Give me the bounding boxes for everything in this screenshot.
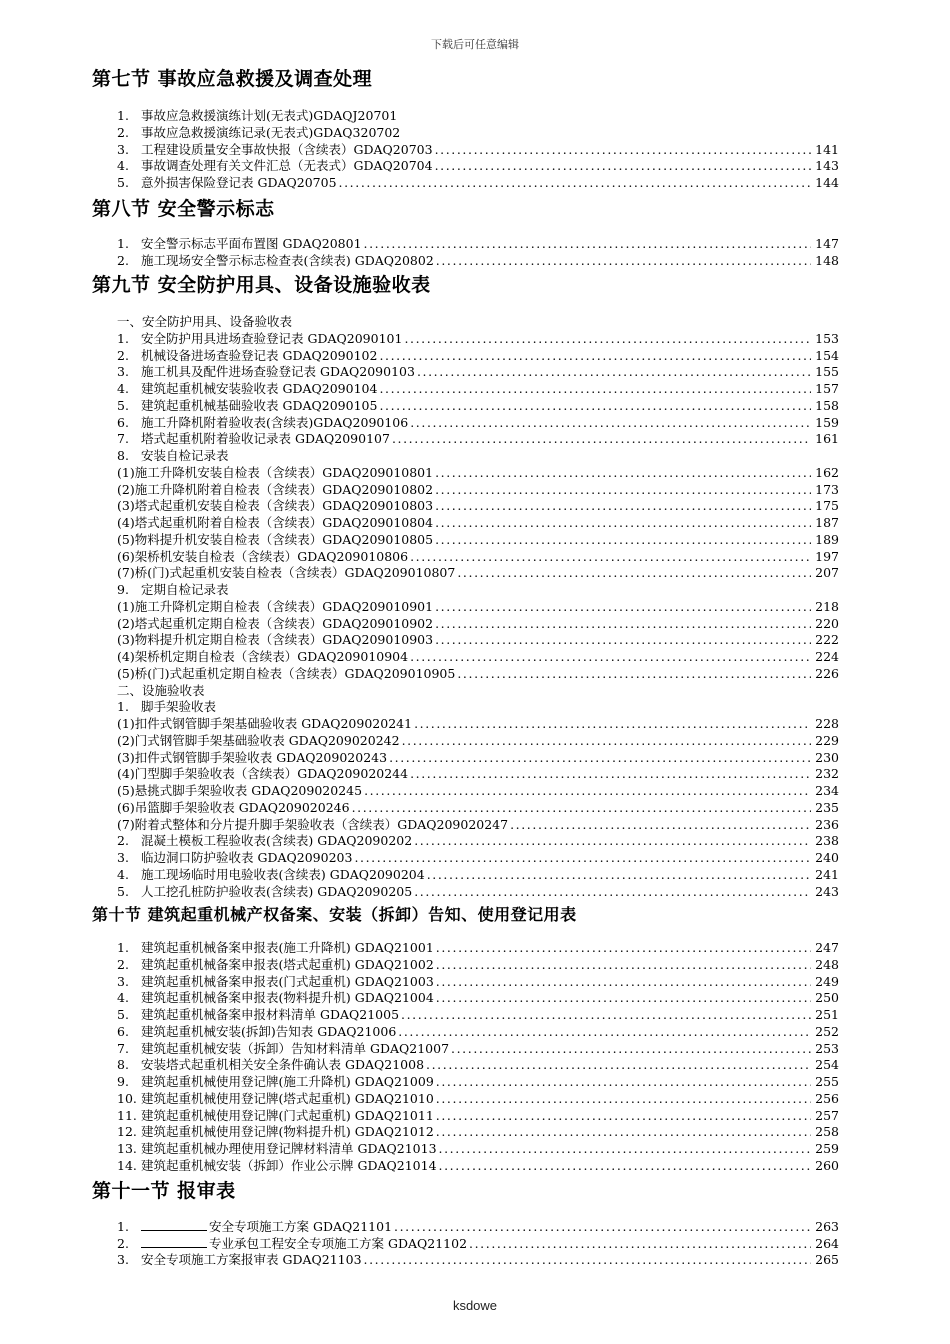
dot-leader (435, 599, 811, 615)
dot-leader (435, 498, 811, 514)
entry-title: 建筑起重机械使用登记牌(物料提升机) GDAQ21012 (141, 1124, 434, 1140)
entry-title: 安全防护用具进场查验登记表 GDAQ2090101 (141, 330, 403, 346)
page-number: 254 (815, 1057, 839, 1073)
entry-title: 施工升降机附着验收表(含续表)GDAQ2090106 (141, 414, 409, 430)
entry-number: 13. (117, 1141, 137, 1156)
entry-number: 1. (117, 699, 129, 715)
fill-in-blank (141, 1235, 207, 1248)
entry-title: 物料提升机定期自检表（含续表）GDAQ209010903 (134, 632, 434, 648)
dot-leader (435, 632, 811, 648)
entry-number: (4) (117, 766, 135, 782)
page-number: 220 (815, 615, 839, 631)
entry-title: 安装自检记录表 (141, 448, 229, 463)
entry-number: (4) (117, 649, 135, 664)
toc-entry[interactable] (117, 582, 839, 598)
toc-entry[interactable] (117, 716, 839, 732)
toc-entry[interactable] (117, 465, 839, 481)
entry-title: 建筑起重机械使用登记牌(施工升降机) GDAQ21009 (141, 1074, 434, 1089)
entry-title: 扣件式钢管脚手架验收表 GDAQ209020243 (134, 749, 388, 765)
entry-title: 施工升降机安装自检表（含续表）GDAQ209010801 (134, 464, 434, 480)
toc-entry[interactable] (117, 833, 839, 849)
entry-title: 建筑起重机械备案申报表(施工升降机) GDAQ21001 (141, 940, 434, 955)
toc-entry[interactable] (117, 1057, 839, 1073)
toc-entry[interactable] (117, 415, 839, 431)
toc-entry[interactable] (117, 884, 839, 900)
page-number: 143 (815, 158, 839, 174)
dot-leader (379, 398, 811, 414)
entry-title: 施工现场临时用电验收表(含续表) GDAQ2090204 (141, 866, 425, 882)
toc-entry[interactable] (117, 1235, 839, 1251)
entry-number: 12. (117, 1124, 137, 1140)
entry-number: (6) (117, 799, 135, 815)
page-number: 243 (815, 883, 839, 899)
dot-leader (436, 957, 811, 973)
toc-entry[interactable] (117, 800, 839, 816)
entry-title: 工程建设质量安全事故快报（含续表）GDAQ20703 (141, 141, 433, 157)
page-number: 147 (815, 236, 839, 251)
entry-number: 2. (117, 124, 129, 140)
dot-leader (414, 884, 811, 900)
entry-number: (5) (117, 665, 135, 681)
page-number: 224 (815, 649, 839, 664)
dot-leader (414, 833, 811, 849)
toc-entry[interactable] (117, 125, 839, 141)
toc-entry[interactable] (117, 632, 839, 648)
entry-title: 定期自检记录表 (141, 582, 229, 597)
toc-entry[interactable] (117, 108, 839, 124)
toc-entry[interactable] (117, 990, 839, 1006)
dot-leader (426, 1057, 811, 1073)
entry-number: 9. (117, 1074, 129, 1089)
entry-number: 6. (117, 1023, 129, 1039)
page-number: 258 (815, 1124, 839, 1140)
toc-entry[interactable] (117, 974, 839, 990)
entry-title: 门式钢管脚手架基础验收表 GDAQ209020242 (134, 732, 400, 748)
page-number: 222 (815, 632, 839, 648)
entry-number: 3. (117, 850, 129, 865)
section-heading: 第七节 事故应急救援及调查处理 (92, 68, 373, 90)
dot-leader (435, 465, 811, 481)
toc-entry[interactable] (117, 1041, 839, 1057)
toc-entry[interactable] (117, 1007, 839, 1023)
entry-title: 施工升降机定期自检表（含续表）GDAQ209010901 (134, 598, 434, 614)
dot-leader (364, 236, 811, 252)
entry-number: 11. (117, 1107, 137, 1123)
dot-leader (394, 1219, 811, 1235)
entry-title: 建筑起重机械基础验收表 GDAQ2090105 (141, 397, 378, 413)
entry-title: 附着式整体和分片提升脚手架验收表（含续表）GDAQ209020247 (134, 816, 509, 832)
toc-entry[interactable] (117, 314, 839, 330)
entry-title: 建筑起重机械安装（拆卸）作业公示牌 GDAQ21014 (141, 1157, 437, 1173)
entry-title: 扣件式钢管脚手架基础验收表 GDAQ209020241 (134, 716, 413, 731)
section-heading: 第九节 安全防护用具、设备设施验收表 (92, 274, 431, 296)
entry-title: 建筑起重机械安装验收表 GDAQ2090104 (141, 381, 378, 396)
entry-title: 临边洞口防护验收表 GDAQ2090203 (141, 850, 353, 865)
entry-title: 混凝土模板工程验收表(含续表) GDAQ2090202 (141, 833, 413, 849)
toc-entry[interactable] (117, 236, 839, 252)
entry-number: (7) (117, 565, 135, 581)
toc-entry[interactable] (117, 599, 839, 615)
page-number: 248 (815, 956, 839, 972)
page-number: 157 (815, 381, 839, 396)
page-number: 263 (815, 1219, 839, 1234)
page-number: 256 (815, 1090, 839, 1106)
entry-title: 建筑起重机械备案申报表(门式起重机) GDAQ21003 (141, 973, 434, 989)
entry-title: 架桥机安装自检表（含续表）GDAQ209010806 (134, 548, 409, 564)
dot-leader (364, 1252, 811, 1268)
toc-entry[interactable] (117, 649, 839, 665)
toc-entry[interactable] (117, 515, 839, 531)
entry-number: 2. (117, 347, 129, 363)
entry-title: 事故应急救援演练记录(无表式)GDAQ320702 (141, 124, 401, 140)
page-number: 236 (815, 816, 839, 832)
page-number: 247 (815, 940, 839, 955)
entry-number: 8. (117, 448, 129, 463)
entry-title: 建筑起重机械安装（拆卸）告知材料清单 GDAQ21007 (141, 1040, 450, 1056)
dot-leader (398, 1024, 811, 1040)
entry-number: 3. (117, 141, 129, 157)
dot-leader (469, 1236, 811, 1252)
page-number: 207 (815, 565, 839, 581)
page-number: 148 (815, 252, 839, 268)
entry-number: (2) (117, 481, 135, 497)
dot-leader (510, 817, 811, 833)
toc-entry[interactable] (117, 253, 839, 269)
page-number: 240 (815, 850, 839, 865)
dot-leader (436, 253, 811, 269)
section-heading: 第十一节 报审表 (92, 1180, 236, 1202)
entry-number: (3) (117, 498, 135, 514)
toc-entry[interactable] (117, 1218, 839, 1234)
page-number: 159 (815, 414, 839, 430)
dot-leader (354, 850, 811, 866)
toc-entry[interactable] (117, 940, 839, 956)
toc-entry[interactable] (117, 142, 839, 158)
dot-leader (379, 348, 811, 364)
entry-title: 专业承包工程安全专项施工方案 GDAQ21102 (209, 1235, 468, 1251)
dot-leader (457, 565, 811, 581)
page-number: 155 (815, 364, 839, 380)
entry-title: 机械设备进场查验登记表 GDAQ2090102 (141, 347, 378, 363)
entry-number: (4) (117, 515, 135, 530)
entry-title: 塔式起重机附着自检表（含续表）GDAQ209010804 (134, 515, 434, 530)
entry-title: 安装塔式起重机相关安全条件确认表 GDAQ21008 (141, 1057, 425, 1073)
entry-title: 建筑起重机械使用登记牌(塔式起重机) GDAQ21010 (141, 1090, 434, 1106)
entry-number: 5. (117, 883, 129, 899)
entry-number: 2. (117, 1235, 129, 1251)
toc-entry[interactable] (117, 733, 839, 749)
toc-entry[interactable] (117, 1141, 839, 1157)
entry-number: 8. (117, 1057, 129, 1073)
entry-number: 10. (117, 1090, 137, 1106)
toc-entry[interactable] (117, 565, 839, 581)
dot-leader (410, 766, 811, 782)
entry-title: 吊篮脚手架验收表 GDAQ209020246 (134, 799, 350, 815)
dot-leader (435, 616, 811, 632)
entry-title: 架桥机定期自检表（含续表）GDAQ209010904 (134, 649, 409, 664)
page-number: 241 (815, 866, 839, 882)
page-number: 154 (815, 347, 839, 363)
entry-number: (1) (117, 716, 135, 731)
toc-entry[interactable] (117, 158, 839, 174)
page-number: 253 (815, 1040, 839, 1056)
entry-number: (7) (117, 816, 135, 832)
entry-number: 7. (117, 431, 129, 447)
toc-entry[interactable] (117, 817, 839, 833)
entry-title: 二、设施验收表 (117, 682, 205, 698)
entry-title: 桥(门)式起重机定期自检表（含续表）GDAQ209010905 (134, 665, 456, 681)
dot-leader (436, 1074, 811, 1090)
toc-entry[interactable] (117, 175, 839, 191)
page-number: 260 (815, 1157, 839, 1173)
dot-leader (404, 331, 811, 347)
page-number: 197 (815, 548, 839, 564)
entry-number: 2. (117, 956, 129, 972)
page-number: 238 (815, 833, 839, 849)
page-number: 189 (815, 531, 839, 547)
entry-number: (1) (117, 464, 135, 480)
entry-number: 4. (117, 866, 129, 882)
toc-entry[interactable] (117, 783, 839, 799)
entry-number: 3. (117, 973, 129, 989)
toc-entry[interactable] (117, 398, 839, 414)
toc-entry[interactable] (117, 1024, 839, 1040)
dot-leader (414, 716, 811, 732)
entry-title: 安全警示标志平面布置图 GDAQ20801 (141, 236, 362, 251)
toc-entry[interactable] (117, 331, 839, 347)
dot-leader (436, 940, 811, 956)
dot-leader (436, 990, 811, 1006)
dot-leader (352, 800, 811, 816)
dot-leader (439, 1141, 811, 1157)
toc-entry[interactable] (117, 1124, 839, 1140)
page-number: 234 (815, 783, 839, 798)
dot-leader (389, 750, 811, 766)
toc-entry[interactable] (117, 381, 839, 397)
toc-entry[interactable] (117, 532, 839, 548)
entry-number: 2. (117, 833, 129, 849)
entry-number: (3) (117, 632, 135, 648)
page-number: 265 (815, 1251, 839, 1267)
page-number: 249 (815, 973, 839, 989)
toc-entry[interactable] (117, 867, 839, 883)
page-number: 235 (815, 799, 839, 815)
entry-title: 塔式起重机附着验收记录表 GDAQ2090107 (141, 431, 390, 447)
entry-title: 桥(门)式起重机安装自检表（含续表）GDAQ209010807 (134, 565, 456, 581)
toc-entry[interactable] (117, 431, 839, 447)
page-number: 173 (815, 481, 839, 497)
entry-title: 建筑起重机械备案申报表(物料提升机) GDAQ21004 (141, 990, 434, 1006)
entry-number: 4. (117, 990, 129, 1006)
dot-leader (436, 974, 811, 990)
dot-leader (457, 666, 811, 682)
toc-entry[interactable] (117, 364, 839, 380)
entry-title: 建筑起重机械安装(拆卸)告知表 GDAQ21006 (141, 1023, 397, 1039)
dot-leader (435, 482, 811, 498)
entry-number: 1. (117, 236, 129, 251)
toc-entry[interactable] (117, 1108, 839, 1124)
entry-title: 安全专项施工方案 GDAQ21101 (209, 1219, 393, 1234)
entry-number: 2. (117, 252, 129, 268)
page-number: 141 (815, 141, 839, 157)
entry-number: 3. (117, 1251, 129, 1267)
dot-leader (439, 1158, 811, 1174)
page-number: 144 (815, 175, 839, 190)
page-number: 175 (815, 498, 839, 514)
entry-number: (2) (117, 615, 135, 631)
toc-entry[interactable] (117, 666, 839, 682)
page-number: 229 (815, 732, 839, 748)
dot-leader (379, 381, 811, 397)
page-number: 187 (815, 515, 839, 530)
entry-number: (2) (117, 732, 135, 748)
fill-in-blank (141, 1218, 207, 1231)
toc-entry[interactable] (117, 616, 839, 632)
entry-number: (5) (117, 531, 135, 547)
toc-entry[interactable] (117, 957, 839, 973)
dot-leader (410, 415, 811, 431)
dot-leader (436, 1108, 811, 1124)
page-number: 250 (815, 990, 839, 1006)
page-number: 232 (815, 766, 839, 782)
entry-number: 5. (117, 397, 129, 413)
page-number: 251 (815, 1007, 839, 1022)
entry-number: (3) (117, 749, 135, 765)
entry-title: 悬挑式脚手架验收表 GDAQ209020245 (134, 783, 363, 798)
page-number: 153 (815, 330, 839, 346)
entry-title: 塔式起重机定期自检表（含续表）GDAQ209010902 (134, 615, 434, 631)
dot-leader (451, 1041, 811, 1057)
page-number: 218 (815, 598, 839, 614)
entry-title: 建筑起重机械备案申报材料清单 GDAQ21005 (141, 1007, 400, 1022)
page-number: 252 (815, 1023, 839, 1039)
page-header: 下载后可任意编辑 (431, 38, 519, 51)
entry-number: 9. (117, 582, 129, 597)
section-heading: 第十节 建筑起重机械产权备案、安装（拆卸）告知、使用登记用表 (92, 905, 577, 924)
toc-entry[interactable] (117, 699, 839, 715)
entry-title: 塔式起重机安装自检表（含续表）GDAQ209010803 (134, 498, 434, 514)
entry-number: 7. (117, 1040, 129, 1056)
entry-number: 5. (117, 1007, 129, 1022)
entry-number: 1. (117, 108, 129, 123)
dot-leader (427, 867, 811, 883)
entry-title: 一、安全防护用具、设备验收表 (117, 314, 293, 329)
entry-number: 4. (117, 158, 129, 174)
page-number: 158 (815, 397, 839, 413)
entry-title: 门型脚手架验收表（含续表）GDAQ209020244 (134, 766, 409, 782)
dot-leader (392, 431, 811, 447)
toc-entry[interactable] (117, 766, 839, 782)
dot-leader (410, 549, 811, 565)
entry-number: 1. (117, 940, 129, 955)
page-number: 259 (815, 1141, 839, 1156)
entry-title: 建筑起重机械办理使用登记牌材料清单 GDAQ21013 (141, 1141, 437, 1156)
toc-entry[interactable] (117, 1074, 839, 1090)
dot-leader (402, 733, 811, 749)
page-number: 257 (815, 1107, 839, 1123)
dot-leader (435, 515, 811, 531)
dot-leader (436, 1124, 811, 1140)
section-heading: 第八节 安全警示标志 (92, 198, 275, 220)
toc-entry[interactable] (117, 448, 839, 464)
toc-entry[interactable] (117, 683, 839, 699)
page-number: 228 (815, 716, 839, 731)
dot-leader (417, 364, 811, 380)
dot-leader (339, 175, 811, 191)
entry-title: 事故调查处理有关文件汇总（无表式）GDAQ20704 (141, 158, 433, 174)
toc-entry[interactable] (117, 549, 839, 565)
page-number: 264 (815, 1235, 839, 1251)
entry-number: (1) (117, 598, 135, 614)
entry-number: 14. (117, 1157, 137, 1173)
entry-number: 4. (117, 381, 129, 396)
toc-entry[interactable] (117, 348, 839, 364)
entry-number: (5) (117, 783, 135, 798)
dot-leader (436, 1091, 811, 1107)
toc-entry[interactable] (117, 1091, 839, 1107)
dot-leader (435, 158, 811, 174)
page-number: 230 (815, 749, 839, 765)
page-number: 255 (815, 1074, 839, 1089)
dot-leader (435, 142, 811, 158)
entry-number: (6) (117, 548, 135, 564)
entry-number: 3. (117, 364, 129, 380)
page-footer: ksdowe (452, 1298, 498, 1313)
toc-entry[interactable] (117, 498, 839, 514)
entry-title: 人工挖孔桩防护验收表(含续表) GDAQ2090205 (141, 883, 413, 899)
entry-title: 脚手架验收表 (141, 699, 217, 715)
dot-leader (401, 1007, 811, 1023)
dot-leader (435, 532, 811, 548)
dot-leader (364, 783, 811, 799)
entry-title: 建筑起重机械备案申报表(塔式起重机) GDAQ21002 (141, 956, 434, 972)
entry-title: 物料提升机安装自检表（含续表）GDAQ209010805 (134, 531, 434, 547)
entry-number: 6. (117, 414, 129, 430)
entry-title: 建筑起重机械使用登记牌(门式起重机) GDAQ21011 (141, 1107, 434, 1123)
entry-title: 施工现场安全警示标志检查表(含续表) GDAQ20802 (141, 252, 434, 268)
toc-entry[interactable] (117, 850, 839, 866)
entry-title: 意外损害保险登记表 GDAQ20705 (141, 175, 337, 190)
toc-entry[interactable] (117, 750, 839, 766)
entry-title: 安全专项施工方案报审表 GDAQ21103 (141, 1251, 362, 1267)
entry-number: 5. (117, 175, 129, 190)
toc-entry[interactable] (117, 1158, 839, 1174)
page-number: 226 (815, 665, 839, 681)
page-number: 161 (815, 431, 839, 447)
entry-number: 1. (117, 1219, 129, 1234)
toc-entry[interactable] (117, 482, 839, 498)
entry-title: 施工升降机附着自检表（含续表）GDAQ209010802 (134, 481, 434, 497)
entry-number: 1. (117, 330, 129, 346)
page-number: 162 (815, 464, 839, 480)
toc-entry[interactable] (117, 1252, 839, 1268)
dot-leader (410, 649, 811, 665)
entry-title: 事故应急救援演练计划(无表式)GDAQJ20701 (141, 108, 398, 123)
entry-title: 施工机具及配件进场查验登记表 GDAQ2090103 (141, 364, 415, 380)
